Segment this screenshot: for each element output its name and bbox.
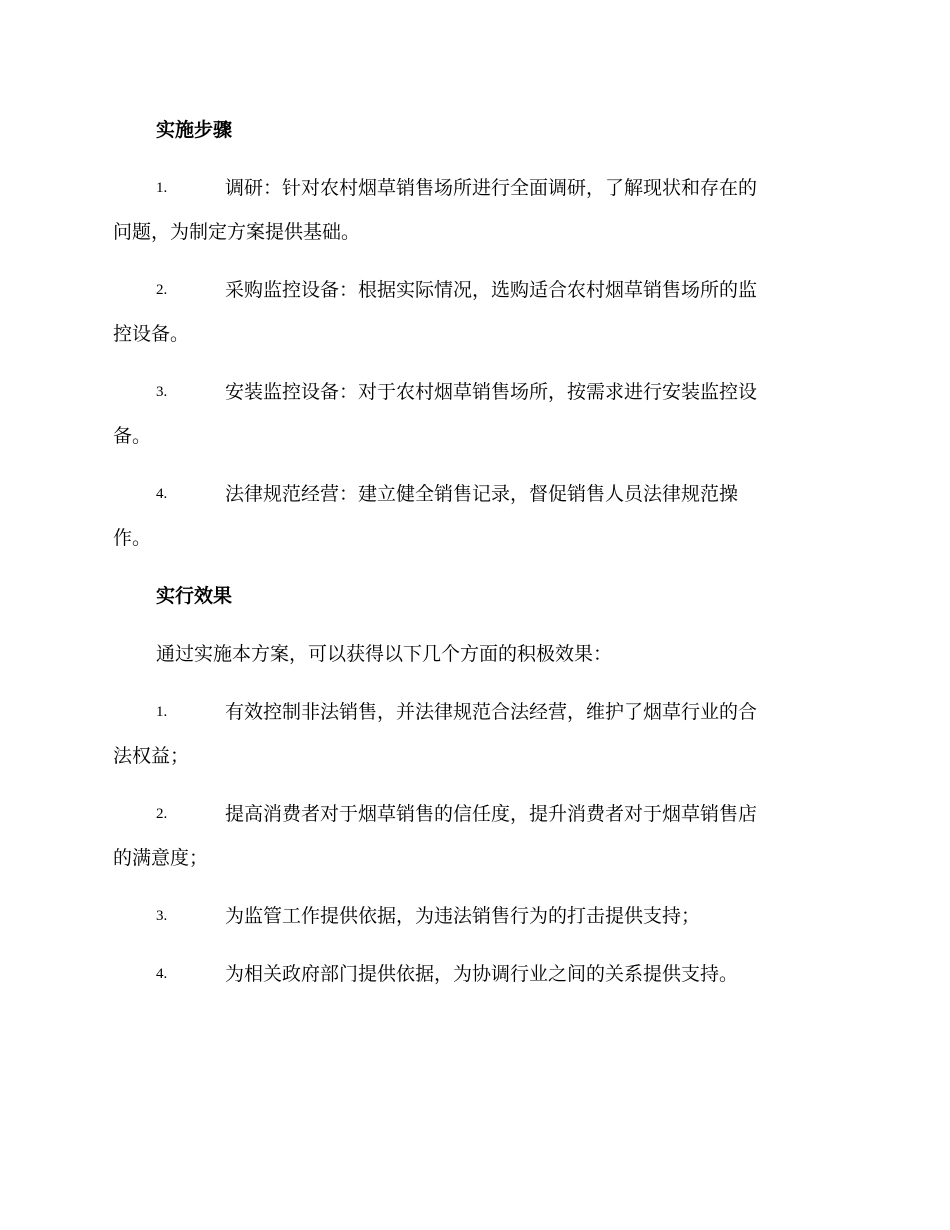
- list-item-number: 3.: [156, 908, 168, 924]
- list-item-text: 法律规范经营：建立健全销售记录，督促销售人员法律规范操: [225, 483, 739, 505]
- list-item-text-continued: 作。: [113, 527, 152, 549]
- list-item: [113, 370, 835, 458]
- list-item-text: 为监管工作提供依据，为违法销售行为的打击提供支持；: [225, 905, 701, 927]
- effects-list: [113, 690, 835, 996]
- list-item: [113, 690, 835, 778]
- list-item-number: 2.: [156, 282, 168, 298]
- list-item: [113, 472, 835, 560]
- list-item-text: 安装监控设备：对于农村烟草销售场所，按需求进行安装监控设: [225, 381, 758, 403]
- document-body: [113, 108, 835, 1010]
- list-item-number: 4.: [156, 486, 168, 502]
- list-item-text-continued: 的满意度；: [113, 847, 209, 869]
- list-item: [113, 792, 835, 880]
- effects-intro: 通过实施本方案，可以获得以下几个方面的积极效果：: [156, 643, 613, 665]
- section-heading-implementation-steps: 实施步骤: [156, 119, 233, 141]
- list-item: [113, 166, 835, 254]
- list-item-text-continued: 法权益；: [113, 745, 190, 767]
- list-item-text-continued: 问题，为制定方案提供基础。: [113, 221, 361, 243]
- list-item-number: 2.: [156, 806, 168, 822]
- list-item-text-continued: 备。: [113, 425, 152, 447]
- section-heading-effects: 实行效果: [156, 585, 233, 607]
- list-item-text: 为相关政府部门提供依据，为协调行业之间的关系提供支持。: [225, 963, 739, 985]
- list-item-text: 有效控制非法销售，并法律规范合法经营，维护了烟草行业的合: [225, 701, 758, 723]
- list-item-text: 采购监控设备：根据实际情况，选购适合农村烟草销售场所的监: [225, 279, 758, 301]
- list-item-text-continued: 控设备。: [113, 323, 190, 345]
- list-item-text: 提高消费者对于烟草销售的信任度，提升消费者对于烟草销售店: [225, 803, 758, 825]
- list-item-number: 4.: [156, 966, 168, 982]
- implementation-steps-list: [113, 166, 835, 560]
- list-item-number: 1.: [156, 704, 168, 720]
- list-item-number: 3.: [156, 384, 168, 400]
- list-item-number: 1.: [156, 180, 168, 196]
- list-item: [113, 952, 835, 996]
- list-item-text: 调研：针对农村烟草销售场所进行全面调研，了解现状和存在的: [225, 177, 758, 199]
- list-item: [113, 268, 835, 356]
- list-item: [113, 894, 835, 938]
